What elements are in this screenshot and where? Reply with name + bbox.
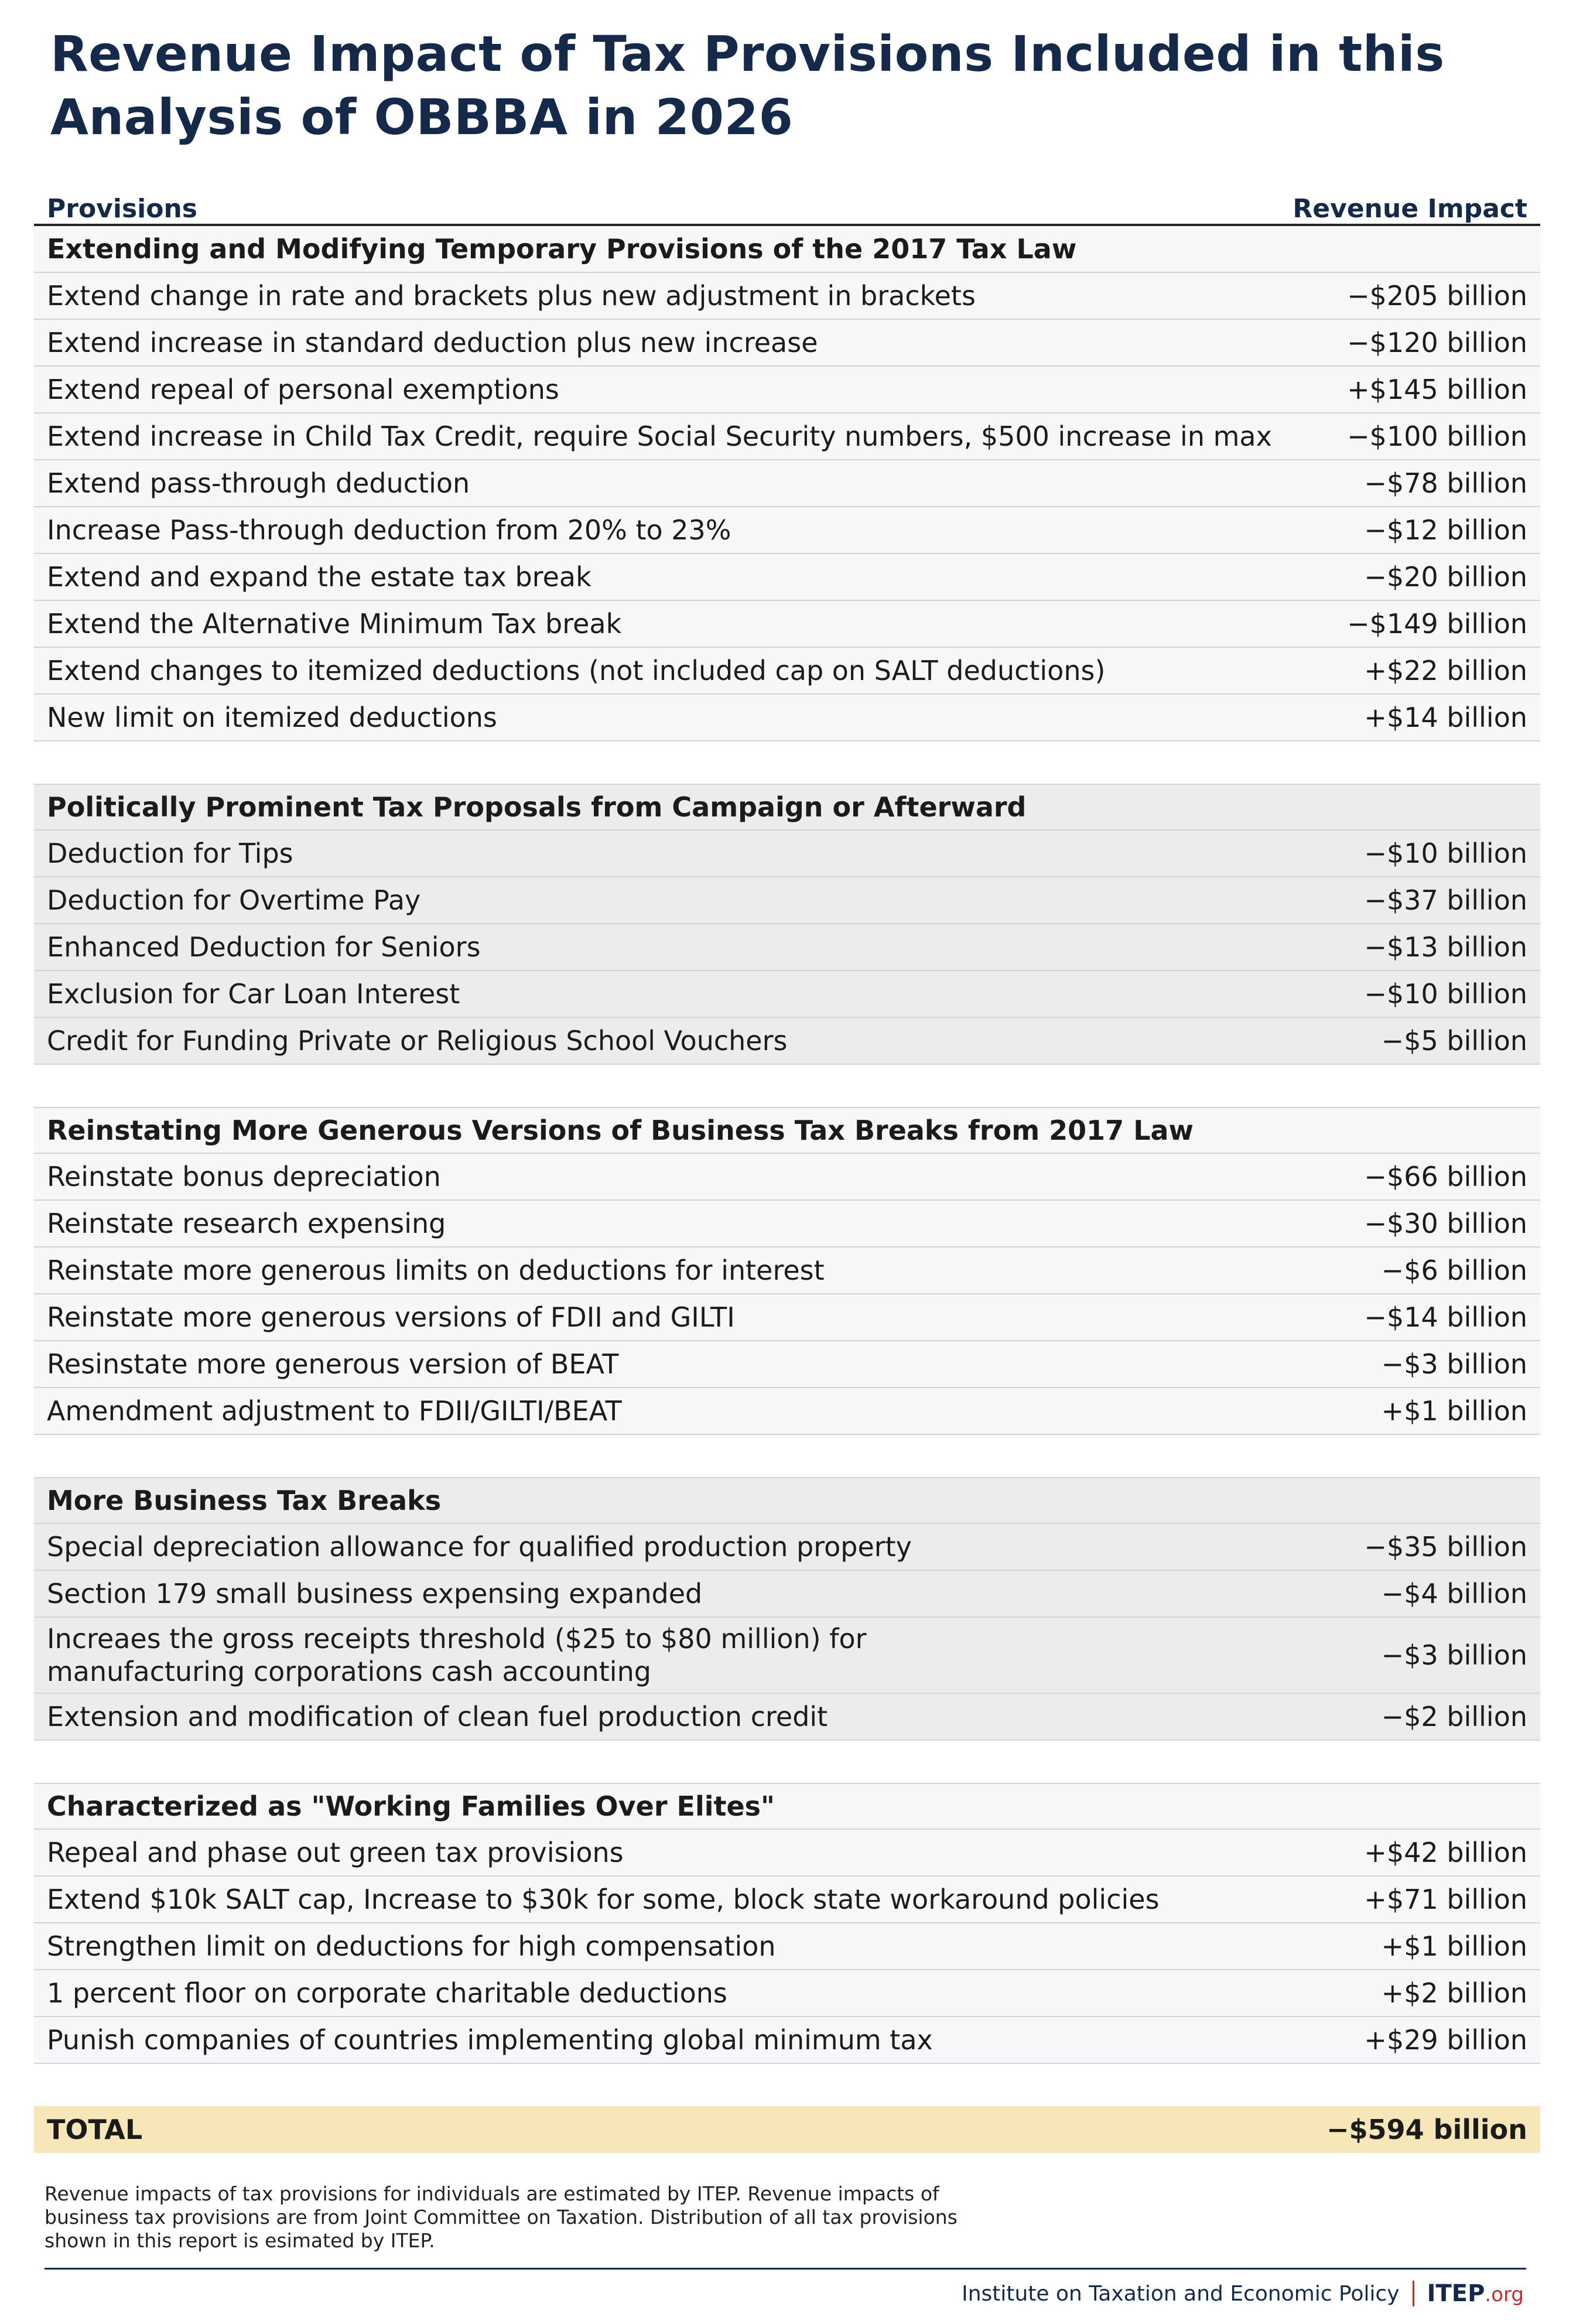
row-label: Resinstate more generous version of BEAT — [47, 1348, 619, 1380]
row-value: −$14 billion — [1364, 1301, 1527, 1333]
table-row — [34, 648, 1540, 695]
row-value: −$66 billion — [1364, 1161, 1527, 1192]
row-value: −$20 billion — [1364, 561, 1527, 593]
total-row — [34, 2106, 1540, 2153]
table-row — [34, 1524, 1540, 1571]
row-label: Special depreciation allowance for qualified production property — [47, 1531, 912, 1563]
table-row — [34, 1388, 1540, 1435]
table-header — [34, 176, 1540, 226]
table-row — [34, 971, 1540, 1018]
row-value: −$4 billion — [1381, 1578, 1527, 1609]
table-row — [34, 1201, 1540, 1248]
table-row — [34, 1830, 1540, 1877]
row-label: Extend increase in standard deduction plus new increase — [47, 327, 818, 358]
footer-divider — [45, 2268, 1526, 2270]
row-label: Reinstate bonus depreciation — [47, 1161, 441, 1192]
row-value: +$2 billion — [1381, 1977, 1527, 2009]
row-value: −$78 billion — [1364, 467, 1527, 499]
column-header-provisions: Provisions — [47, 194, 197, 224]
section-business-tax-breaks-2017 — [34, 1107, 1540, 1435]
footer — [962, 2280, 1524, 2307]
table-row — [34, 1294, 1540, 1341]
table-row — [34, 924, 1540, 971]
row-label: Extend repeal of personal exemptions — [47, 374, 559, 405]
row-label: Extend changes to itemized deductions (not included cap on SALT deductions) — [47, 655, 1106, 686]
table-row — [34, 460, 1540, 507]
row-label: New limit on itemized deductions — [47, 702, 497, 733]
table-row — [34, 1154, 1540, 1201]
row-label: Extend change in rate and brackets plus new adjustment in brackets — [47, 280, 976, 312]
row-label: Reinstate more generous versions of FDII and GILTI — [47, 1301, 735, 1333]
row-label: Credit for Funding Private or Religious School Vouchers — [47, 1025, 788, 1057]
itep-logo: ITEP.org — [1427, 2280, 1524, 2307]
row-value: +$145 billion — [1347, 374, 1527, 405]
table-row — [34, 1018, 1540, 1065]
section-working-families — [34, 1783, 1540, 2064]
row-label: Extend $10k SALT cap, Increase to $30k for some, block state workaround policies — [47, 1884, 1160, 1915]
row-label: Strengthen limit on deductions for high compensation — [47, 1930, 776, 1962]
row-label: 1 percent floor on corporate charitable deductions — [47, 1977, 727, 2009]
table-row — [34, 367, 1540, 413]
row-value: −$6 billion — [1381, 1255, 1527, 1286]
row-value: −$2 billion — [1381, 1701, 1527, 1732]
table-row — [34, 1248, 1540, 1294]
row-label: Extend the Alternative Minimum Tax break — [47, 608, 622, 640]
row-label: Reinstate research expensing — [47, 1208, 446, 1239]
row-label: Repeal and phase out green tax provisions — [47, 1837, 624, 1868]
row-value: −$30 billion — [1364, 1208, 1527, 1239]
row-value: −$10 billion — [1364, 978, 1527, 1010]
row-value: +$42 billion — [1364, 1837, 1527, 1868]
total-label: TOTAL — [47, 2114, 143, 2145]
row-label: Extend and expand the estate tax break — [47, 561, 591, 593]
table-row — [34, 1618, 1540, 1694]
row-label: Deduction for Overtime Pay — [47, 884, 421, 916]
table-row — [34, 1571, 1540, 1618]
page-title: Revenue Impact of Tax Provisions Included in this Analysis of OBBBA in 2026 — [50, 25, 1445, 146]
table-row — [34, 1694, 1540, 1741]
row-label: Increaes the gross receipts threshold ($25 to $80 million) for manufacturing corporations cash accounting — [47, 1623, 867, 1687]
row-label: Extend pass-through deduction — [47, 467, 470, 499]
row-value: −$205 billion — [1347, 280, 1527, 312]
table-row — [34, 273, 1540, 320]
row-value: −$12 billion — [1364, 514, 1527, 546]
table-row — [34, 507, 1540, 554]
table-row — [34, 1970, 1540, 2017]
row-label: Exclusion for Car Loan Interest — [47, 978, 460, 1010]
section-heading: More Business Tax Breaks — [34, 1477, 1540, 1524]
row-value: −$10 billion — [1364, 838, 1527, 869]
row-label: Section 179 small business expensing expanded — [47, 1578, 703, 1609]
table-row — [34, 413, 1540, 460]
row-label: Punish companies of countries implementing global minimum tax — [47, 2024, 933, 2056]
table-row — [34, 831, 1540, 877]
section-heading: Reinstating More Generous Versions of Business Tax Breaks from 2017 Law — [34, 1107, 1540, 1154]
row-value: +$71 billion — [1364, 1884, 1527, 1915]
table-row — [34, 695, 1540, 741]
total-value: −$594 billion — [1326, 2114, 1527, 2145]
row-value: +$14 billion — [1364, 702, 1527, 733]
column-header-revenue-impact: Revenue Impact — [1292, 194, 1527, 224]
section-campaign-proposals — [34, 784, 1540, 1065]
row-value: +$29 billion — [1364, 2024, 1527, 2056]
row-label: Reinstate more generous limits on deductions for interest — [47, 1255, 825, 1286]
revenue-table — [34, 176, 1540, 2153]
row-label: Extension and modification of clean fuel production credit — [47, 1701, 828, 1732]
section-more-business-tax-breaks — [34, 1477, 1540, 1741]
section-temporary-provisions — [34, 226, 1540, 741]
row-value: −$3 billion — [1381, 1348, 1527, 1380]
section-heading: Extending and Modifying Temporary Provisions of the 2017 Tax Law — [34, 226, 1540, 273]
row-value: −$120 billion — [1347, 327, 1527, 358]
row-value: −$13 billion — [1364, 931, 1527, 963]
table-row — [34, 601, 1540, 648]
footer-org-name: Institute on Taxation and Economic Policy — [962, 2281, 1400, 2306]
footer-separator — [1413, 2281, 1414, 2306]
table-row — [34, 1341, 1540, 1388]
row-label: Increase Pass-through deduction from 20% to 23% — [47, 514, 731, 546]
section-heading: Politically Prominent Tax Proposals from Campaign or Afterward — [34, 784, 1540, 831]
table-row — [34, 1923, 1540, 1970]
section-heading: Characterized as "Working Families Over Elites" — [34, 1783, 1540, 1830]
row-value: −$100 billion — [1347, 421, 1527, 452]
row-value: +$22 billion — [1364, 655, 1527, 686]
row-value: −$3 billion — [1381, 1639, 1527, 1671]
row-label: Enhanced Deduction for Seniors — [47, 931, 481, 963]
row-value: −$5 billion — [1381, 1025, 1527, 1057]
row-value: +$1 billion — [1381, 1930, 1527, 1962]
table-row — [34, 554, 1540, 601]
table-row — [34, 1877, 1540, 1923]
row-label: Amendment adjustment to FDII/GILTI/BEAT — [47, 1395, 622, 1427]
table-row — [34, 320, 1540, 367]
row-value: −$37 billion — [1364, 884, 1527, 916]
row-value: +$1 billion — [1381, 1395, 1527, 1427]
table-row — [34, 2017, 1540, 2064]
row-label: Extend increase in Child Tax Credit, require Social Security numbers, $500 increase in max — [47, 421, 1272, 452]
table-row — [34, 877, 1540, 924]
row-label: Deduction for Tips — [47, 838, 293, 869]
row-value: −$35 billion — [1364, 1531, 1527, 1563]
row-value: −$149 billion — [1347, 608, 1527, 640]
source-note: Revenue impacts of tax provisions for individuals are estimated by ITEP. Revenue impacts of business tax provisions are from Joint Committee on Taxation. Distribution of all tax provisions shown in this report is esimated by ITEP. — [45, 2182, 958, 2252]
